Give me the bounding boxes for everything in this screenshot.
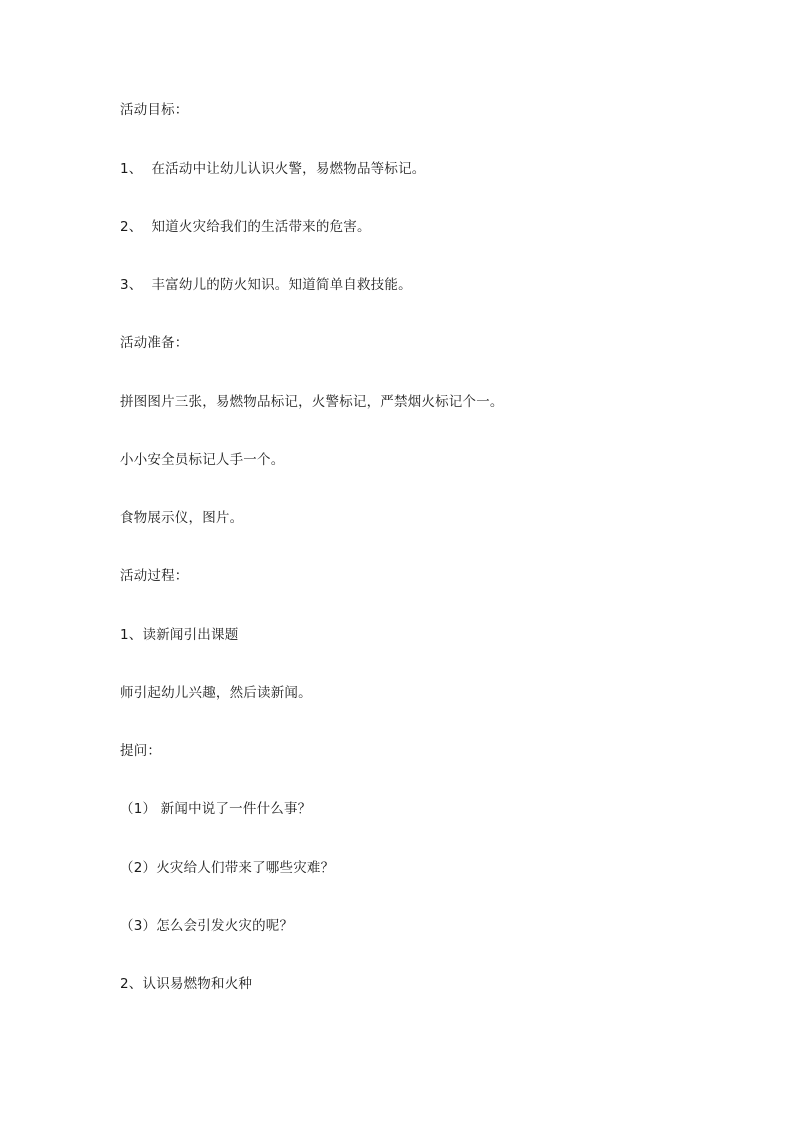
process-step-1-text: 师引起幼儿兴趣，然后读新闻。	[120, 685, 312, 701]
questions-label: 提问：	[120, 743, 162, 759]
section-heading-preparation: 活动准备：	[120, 335, 189, 351]
question-3: （3）怎么会引发火灾的呢？	[120, 918, 294, 934]
question-1: （1） 新闻中说了一件什么事？	[120, 801, 312, 817]
section-heading-process: 活动过程：	[120, 568, 189, 584]
process-step-1: 1、读新闻引出课题	[120, 627, 239, 643]
question-2: （2）火灾给人们带来了哪些灾难？	[120, 860, 335, 876]
section-heading-goals: 活动目标：	[120, 102, 189, 118]
preparation-item-2: 小小安全员标记人手一个。	[120, 452, 285, 468]
goal-item-2: 2、 知道火灾给我们的生活带来的危害。	[120, 219, 371, 235]
preparation-item-3: 食物展示仪，图片。	[120, 510, 244, 526]
process-step-2: 2、认识易燃物和火种	[120, 976, 253, 992]
goal-item-3: 3、 丰富幼儿的防火知识。知道简单自救技能。	[120, 277, 412, 293]
preparation-item-1: 拼图图片三张，易燃物品标记，火警标记，严禁烟火标记个一。	[120, 394, 504, 410]
goal-item-1: 1、 在活动中让幼儿认识火警，易燃物品等标记。	[120, 161, 426, 177]
